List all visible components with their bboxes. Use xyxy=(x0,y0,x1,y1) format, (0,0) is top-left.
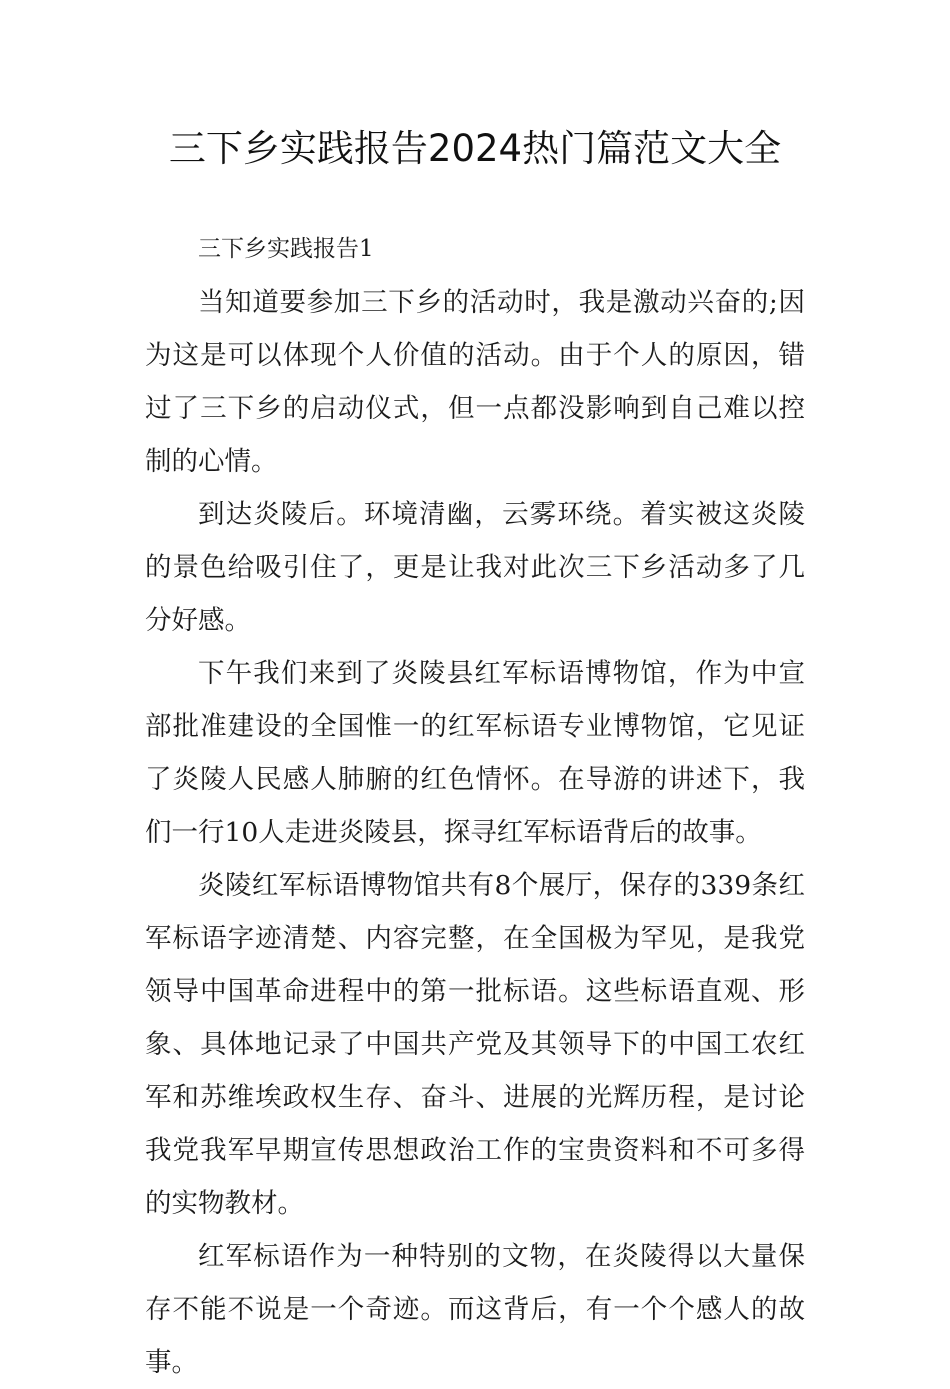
paragraph-4: 炎陵红军标语博物馆共有8个展厅，保存的339条红军标语字迹清楚、内容完整，在全国极为罕见，是我党领导中国革命进程中的第一批标语。这些标语直观、形象、具体地记录了中国共产党及其领导下的中国工农红军和苏维埃政权生存、奋斗、进展的光辉历程，是讨论我党我军早期宣传思想政治工作的宝贵资料和不可多得的实物教材。 xyxy=(145,870,805,1219)
section-heading: 三下乡实践报告1 xyxy=(198,236,374,262)
paragraph-2: 到达炎陵后。环境清幽，云雾环绕。着实被这炎陵的景色给吸引住了，更是让我对此次三下乡活动多了几分好感。 xyxy=(145,499,805,636)
document-title: 三下乡实践报告2024热门篇范文大全 xyxy=(168,127,782,170)
document-body xyxy=(145,223,805,1389)
paragraph-5: 红军标语作为一种特别的文物，在炎陵得以大量保存不能不说是一个奇迹。而这背后，有一个个感人的故事。 xyxy=(145,1241,805,1378)
paragraph-3: 下午我们来到了炎陵县红军标语博物馆，作为中宣部批准建设的全国惟一的红军标语专业博物馆，它见证了炎陵人民感人肺腑的红色情怀。在导游的讲述下，我们一行10人走进炎陵县，探寻红军标语背后的故事。 xyxy=(145,658,805,848)
paragraph-1: 当知道要参加三下乡的活动时，我是激动兴奋的;因为这是可以体现个人价值的活动。由于个人的原因，错过了三下乡的启动仪式，但一点都没影响到自己难以控制的心情。 xyxy=(145,287,805,477)
